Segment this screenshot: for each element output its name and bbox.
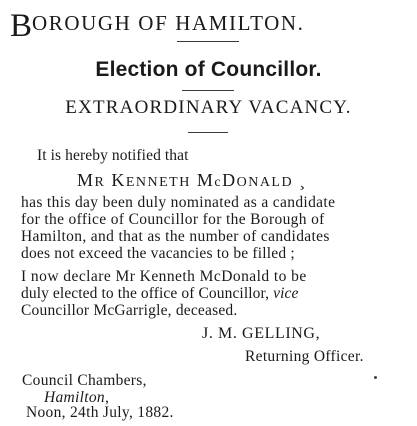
trailing-mark: ¸ xyxy=(299,170,307,190)
election-headline: Election of Councillor. xyxy=(95,58,322,81)
title-drop-cap: B xyxy=(10,8,33,44)
subhead-rule xyxy=(188,132,228,133)
place-line3: Noon, 24th July, 1882. xyxy=(26,404,174,421)
last-initial: M xyxy=(196,170,215,190)
mr-initial: M xyxy=(77,170,95,190)
vacancy-subhead: EXTRAORDINARY VACANCY. xyxy=(65,97,352,118)
paragraph1-line3: Hamilton, and that as the number of candidates xyxy=(21,228,330,245)
paragraph2-line2-text: duly elected to the office of Councillor, xyxy=(21,285,270,302)
borough-title xyxy=(10,4,305,44)
print-speck xyxy=(374,376,377,379)
title-text: OROUGH OF HAMILTON. xyxy=(32,11,305,35)
vice-word: vice xyxy=(273,285,299,302)
last-initial-2: D xyxy=(222,170,237,190)
officer-role: Returning Officer. xyxy=(245,348,364,365)
mr-rest: R xyxy=(94,175,106,190)
candidate-name xyxy=(77,171,307,190)
place-line1: Council Chambers, xyxy=(22,372,147,389)
paragraph2-line3: Councillor McGarrigle, deceased. xyxy=(21,302,238,319)
paragraph1-line4: does not exceed the vacancies to be filled ; xyxy=(21,245,295,262)
notified-line: It is hereby notified that xyxy=(37,147,189,164)
headline-rule xyxy=(182,90,234,91)
first-rest: ENNETH xyxy=(125,175,191,190)
place-line2-text: Hamilton, xyxy=(44,389,110,406)
title-rule xyxy=(177,41,239,42)
paragraph2-line2 xyxy=(21,286,298,302)
last-mc: c xyxy=(214,175,223,190)
paragraph1-line1: has this day been duly nominated as a candidate xyxy=(21,194,336,211)
paragraph1-line2: for the office of Councillor for the Borough of xyxy=(21,211,325,228)
first-initial: K xyxy=(111,170,126,190)
last-rest: ONALD xyxy=(236,175,294,190)
officer-name: J. M. GELLING, xyxy=(202,325,321,342)
paragraph2-line1: I now declare Mr Kenneth McDonald to be xyxy=(21,268,307,285)
